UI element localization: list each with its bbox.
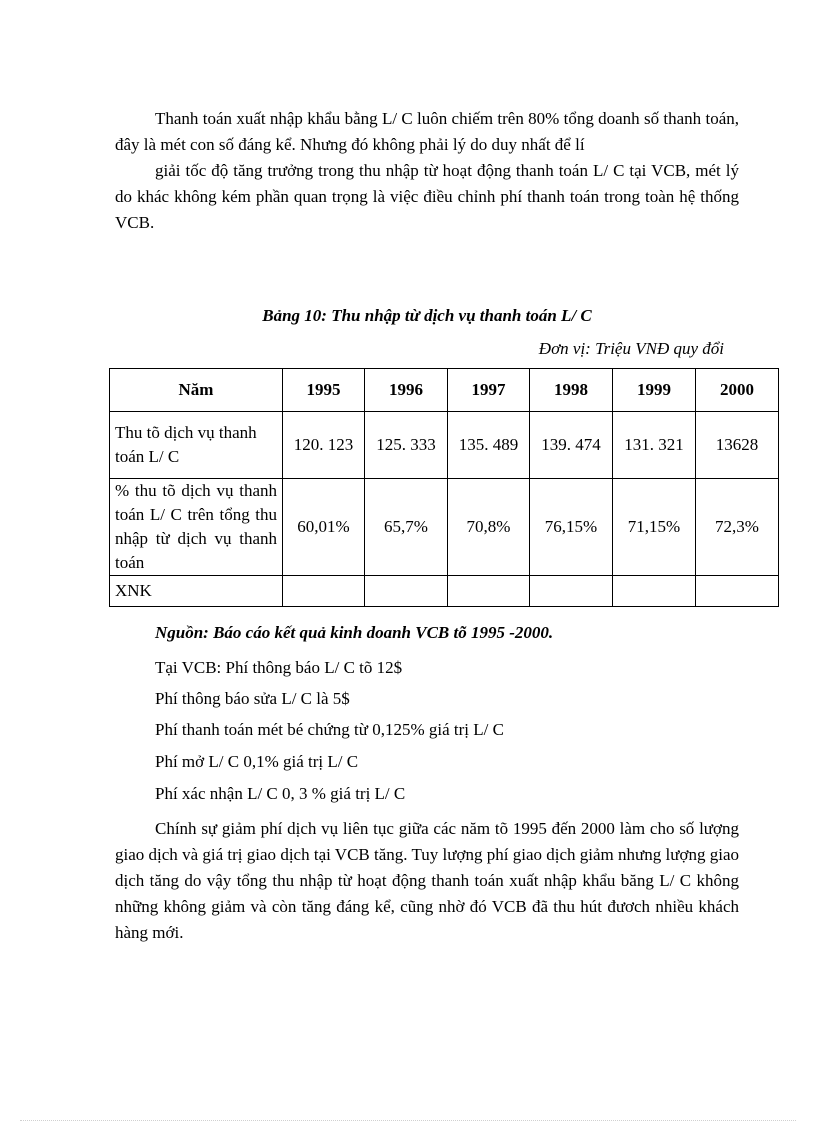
header-year: 2000 — [696, 369, 779, 412]
row-label: % thu tõ dịch vụ thanh toán L/ C trên tổng thu nhập từ dịch vụ thanh toán — [110, 479, 283, 576]
table-cell: 131. 321 — [613, 412, 696, 479]
table-cell: 120. 123 — [283, 412, 365, 479]
table-row — [110, 576, 779, 607]
table-row — [110, 479, 779, 576]
table-cell — [696, 576, 779, 607]
header-year: 1996 — [365, 369, 448, 412]
table-cell: 71,15% — [613, 479, 696, 576]
header-year-label: Năm — [110, 369, 283, 412]
row-label: XNK — [110, 576, 283, 607]
paragraph-conclusion: Chính sự giảm phí dịch vụ liên tục giữa các năm tõ 1995 đến 2000 làm cho số lượng giao dịch và giá trị giao dịch tại VCB tăng. Tuy lượng phí giao dịch giảm nhưng lượng giao dịch tăng do vậy tổng thu nhập từ hoạt động thanh toán xuất nhập khẩu băng L/ C không những không giảm và còn tăng đáng kể, cũng nhờ đó VCB đã thu hút đươch nhiều khách hàng mới. — [115, 819, 739, 942]
fee-line: Phí mở L/ C 0,1% giá trị L/ C — [155, 752, 359, 771]
table-cell: 125. 333 — [365, 412, 448, 479]
row-label: Thu tõ dịch vụ thanh toán L/ C — [110, 412, 283, 479]
header-year: 1999 — [613, 369, 696, 412]
table-cell — [283, 576, 365, 607]
fee-line: Tại VCB: Phí thông báo L/ C tõ 12$ — [155, 658, 403, 677]
table-caption: Bảng 10: Thu nhập từ dịch vụ thanh toán L/ C — [262, 306, 592, 325]
fee-line: Phí xác nhận L/ C 0, 3 % giá trị L/ C — [155, 784, 406, 803]
table-cell: 135. 489 — [448, 412, 530, 479]
table-row — [110, 412, 779, 479]
header-year: 1997 — [448, 369, 530, 412]
header-year: 1998 — [530, 369, 613, 412]
income-table — [109, 368, 779, 607]
table-cell: 139. 474 — [530, 412, 613, 479]
paragraph-fee-reason: giải tốc độ tăng trưởng trong thu nhập từ hoạt động thanh toán L/ C tại VCB, mét lý do khác không kém phần quan trọng là việc điều chỉnh phí thanh toán trong toàn hệ thống VCB. — [115, 161, 739, 232]
table-cell: 13628 — [696, 412, 779, 479]
table-cell: 70,8% — [448, 479, 530, 576]
header-year: 1995 — [283, 369, 365, 412]
paragraph-intro: Thanh toán xuất nhập khẩu bằng L/ C luôn chiếm trên 80% tổng doanh số thanh toán, đây là mét con số đáng kể. Nhưng đó không phải lý do duy nhất để lí — [115, 109, 739, 154]
fee-line: Phí thông báo sửa L/ C là 5$ — [155, 689, 350, 708]
table-cell: 76,15% — [530, 479, 613, 576]
table-source: Nguồn: Báo cáo kết quả kinh doanh VCB tõ 1995 -2000. — [155, 623, 554, 642]
table-cell — [448, 576, 530, 607]
table-cell: 65,7% — [365, 479, 448, 576]
table-unit: Đơn vị: Triệu VNĐ quy đổi — [538, 339, 724, 358]
table-header-row — [110, 369, 779, 412]
page-bottom-divider — [20, 1120, 796, 1121]
table-cell — [530, 576, 613, 607]
fee-line: Phí thanh toán mét bé chứng từ 0,125% giá trị L/ C — [155, 720, 504, 739]
table-cell — [613, 576, 696, 607]
table-cell — [365, 576, 448, 607]
table-cell: 60,01% — [283, 479, 365, 576]
table-cell: 72,3% — [696, 479, 779, 576]
